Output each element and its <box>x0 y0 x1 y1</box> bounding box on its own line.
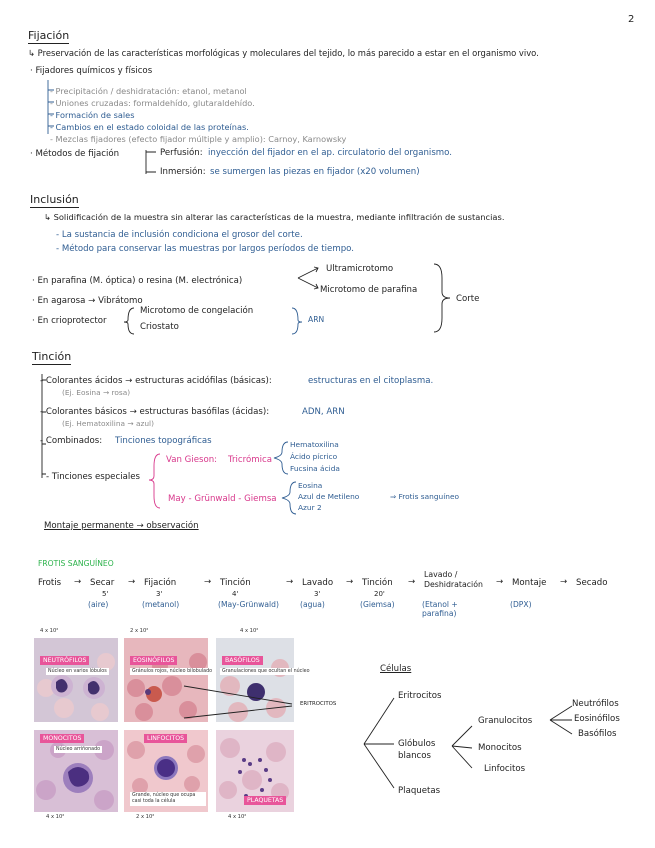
frotis-arrow: → <box>496 577 504 587</box>
caption-eosinofilos: Gránulos rojos, núcleo bilobulado <box>132 669 213 674</box>
frotis-step-detail: (DPX) <box>510 600 532 609</box>
acid-structures: estructuras en el citoplasma. <box>308 376 434 386</box>
frotis-step-label: Tinción <box>362 578 393 588</box>
inclusion-note-1: - La sustancia de inclusión condiciona el grosor del corte. <box>56 230 303 240</box>
caption-basofilos: Granulaciones que ocultan el núcleo <box>222 669 310 674</box>
tag-basofilos: BASÓFILOS <box>222 656 263 665</box>
mag-basofilos: 4 x 10² <box>240 628 259 634</box>
fijador-item: - Precipitación / deshidratación: etanol, metanol <box>50 86 247 96</box>
frotis-step-label: Montaje <box>512 578 547 588</box>
tool-criostato: Criostato <box>140 322 179 332</box>
frotis-step-detail: (aire) <box>88 600 109 609</box>
tincion-title: Tinción <box>32 350 72 363</box>
metodos-label: · Métodos de fijación <box>30 149 120 159</box>
frotis-arrow: → <box>346 577 354 587</box>
frotis-arrow: → <box>74 577 82 587</box>
van-gieson-brace <box>268 440 292 476</box>
inmersion-label: Inmersión: <box>160 167 206 177</box>
corte-brace <box>430 262 454 334</box>
frotis-step-label: Frotis <box>38 578 62 588</box>
tincion-bracket <box>34 370 48 482</box>
eritrocitos-label: ERITROCITOS <box>300 701 337 707</box>
tag-neutrofilos: NEUTRÓFILOS <box>40 656 89 665</box>
mag-plaquetas: 4 x 10² <box>228 814 247 820</box>
frotis-step-detail: (May-Grünwald) <box>218 600 279 609</box>
vg-item-1: Hematoxilina <box>290 440 339 449</box>
fijador-item: - Mezclas fijadores (efecto fijador múltiple y amplio): Carnoy, Karnowsky <box>50 134 347 144</box>
frotis-step-time: 5' <box>102 590 109 598</box>
frotis-step-label: Secado <box>576 578 608 588</box>
micrograph-linfocitos <box>124 730 208 812</box>
inclusion-title: Inclusión <box>30 193 79 206</box>
may-grunwald-label: May - Grünwald - Giemsa <box>168 494 277 504</box>
mag-neutrofilos: 4 x 10² <box>40 628 59 634</box>
frotis-step-label: Tinción <box>220 578 251 588</box>
inmersion-text: se sumergen las piezas en fijador (x20 volumen) <box>210 167 420 177</box>
may-item-1: Eosina <box>298 481 323 490</box>
mag-linfocitos: 2 x 10² <box>136 814 155 820</box>
frotis-step-detail: (metanol) <box>142 600 180 609</box>
corte-label: Corte <box>456 294 480 304</box>
inclusion-intro: ↳ Solidificación de la muestra sin alterar las características de la muestra, mediante infiltración de sustancias. <box>44 212 505 222</box>
fijadores-label: · Fijadores químicos y físicos <box>30 66 153 76</box>
frotis-step-label: Lavado <box>302 578 334 588</box>
inclusion-row-crio: · En crioprotector <box>32 316 107 326</box>
perfusion-label: Perfusión: <box>160 148 203 158</box>
tool-ultramicrotomo: Ultramicrotomo <box>326 264 394 274</box>
van-gieson-label: Van Gieson: <box>166 455 218 465</box>
fijador-item: - Cambios en el estado coloidal de las proteínas. <box>50 122 249 132</box>
frotis-reference: ⇒ Frotis sanguíneo <box>390 492 460 501</box>
frotis-arrow: → <box>560 577 568 587</box>
inclusion-row-parafina: · En parafina (M. óptica) o resina (M. electrónica) <box>32 276 243 286</box>
celulas-monocitos: Monocitos <box>478 743 522 753</box>
caption-monocitos: Núcleo arriñonado <box>56 747 101 752</box>
eritrocitos-pointers <box>182 680 300 724</box>
basic-example: (Ej. Hematoxilina → azul) <box>62 419 154 428</box>
frotis-step-detail: (Etanol + parafina) <box>422 600 458 618</box>
arn-bracket <box>290 306 304 336</box>
fijacion-title: Fijación <box>28 29 70 42</box>
celulas-plaquetas: Plaquetas <box>398 786 441 796</box>
van-gieson-type: Tricrómica <box>228 455 272 465</box>
frotis-arrow: → <box>128 577 136 587</box>
frotis-step-detail: (agua) <box>300 600 325 609</box>
tool-microtomo-congelacion: Microtomo de congelación <box>140 306 254 316</box>
vg-item-2: Ácido pícrico <box>290 452 338 461</box>
micrograph-monocitos <box>34 730 118 812</box>
fijacion-intro: ↳ Preservación de las características morfológicas y moleculares del tejido, lo más parecido a estar en el organismo vivo. <box>28 48 539 58</box>
celulas-basofilos: Basófilos <box>578 729 617 739</box>
celulas-linfocitos: Linfocitos <box>484 764 526 774</box>
frotis-arrow: → <box>286 577 294 587</box>
combined-type: Tinciones topográficas <box>115 436 212 446</box>
frotis-step-label: Fijación <box>144 578 177 588</box>
frotis-step-time: 3' <box>314 590 321 598</box>
frotis-step-detail: (Giemsa) <box>360 600 395 609</box>
fijador-item: - Uniones cruzadas: formaldehído, glutaraldehído. <box>50 98 255 108</box>
metodos-bracket <box>140 148 160 178</box>
frotis-arrow: → <box>408 577 416 587</box>
frotis-step-label: Secar <box>90 578 115 588</box>
special-brace <box>146 452 162 510</box>
celulas-globulos: Glóbulos blancos <box>398 739 436 761</box>
tool-microtomo-parafina: Microtomo de parafina <box>320 285 418 295</box>
caption-linfocitos: Grande, núcleo que ocupa casi toda la célula <box>130 792 206 806</box>
perfusion-text: inyección del fijador en el ap. circulatorio del organismo. <box>208 148 453 158</box>
fijador-item: - Formación de sales <box>50 110 135 120</box>
frotis-title: FROTIS SANGUÍNEO <box>38 559 114 568</box>
arn-label: ARN <box>308 315 325 324</box>
mag-eosinofilos: 2 x 10² <box>130 628 149 634</box>
special-label: - Tinciones especiales <box>46 472 141 482</box>
crio-bracket <box>120 306 140 336</box>
page-number: 2 <box>628 14 635 25</box>
frotis-arrow: → <box>204 577 212 587</box>
frotis-step-time: 20' <box>374 590 385 598</box>
micrograph-neutrofilos <box>34 638 118 722</box>
vg-item-3: Fucsina ácida <box>290 464 340 473</box>
basic-structures: ADN, ARN <box>302 407 345 417</box>
may-item-3: Azur 2 <box>298 503 322 512</box>
tag-plaquetas: PLAQUETAS <box>244 796 286 805</box>
inclusion-note-2: - Método para conservar las muestras por largos períodos de tiempo. <box>56 244 354 254</box>
tag-linfocitos: LINFOCITOS <box>144 734 187 743</box>
celulas-eosinofilos: Eosinófilos <box>574 714 620 724</box>
acid-example: (Ej. Eosina → rosa) <box>62 388 131 397</box>
acid-line: - Colorantes ácidos → estructuras acidófilas (básicas): <box>40 376 272 386</box>
celulas-neutrofilos: Neutrófilos <box>572 699 619 709</box>
tag-monocitos: MONOCITOS <box>40 734 84 743</box>
basic-line: - Colorantes básicos → estructuras basófilas (ácidas): <box>40 407 270 417</box>
caption-neutrofilos: Núcleo en varios lóbulos <box>48 669 107 674</box>
may-brace <box>278 480 300 516</box>
neutrofilos-cells <box>34 638 118 722</box>
mag-monocitos: 4 x 10² <box>46 814 65 820</box>
frotis-step-time: 4' <box>232 590 239 598</box>
frotis-step-label: Lavado / Deshidratación <box>424 570 483 589</box>
celulas-title: Células <box>380 664 412 674</box>
inclusion-row-agarosa: · En agarosa → Vibrátomo <box>32 296 143 306</box>
may-item-2: Azul de Metileno <box>298 492 360 501</box>
tag-eosinofilos: EOSINÓFILOS <box>130 656 177 665</box>
montaje-line: Montaje permanente → observación <box>44 521 199 531</box>
combined-label: - Combinados: <box>40 436 103 446</box>
frotis-step-time: 3' <box>156 590 163 598</box>
micrograph-plaquetas <box>216 730 294 812</box>
celulas-eritrocitos: Eritrocitos <box>398 691 442 701</box>
celulas-granulocitos: Granulocitos <box>478 716 533 726</box>
